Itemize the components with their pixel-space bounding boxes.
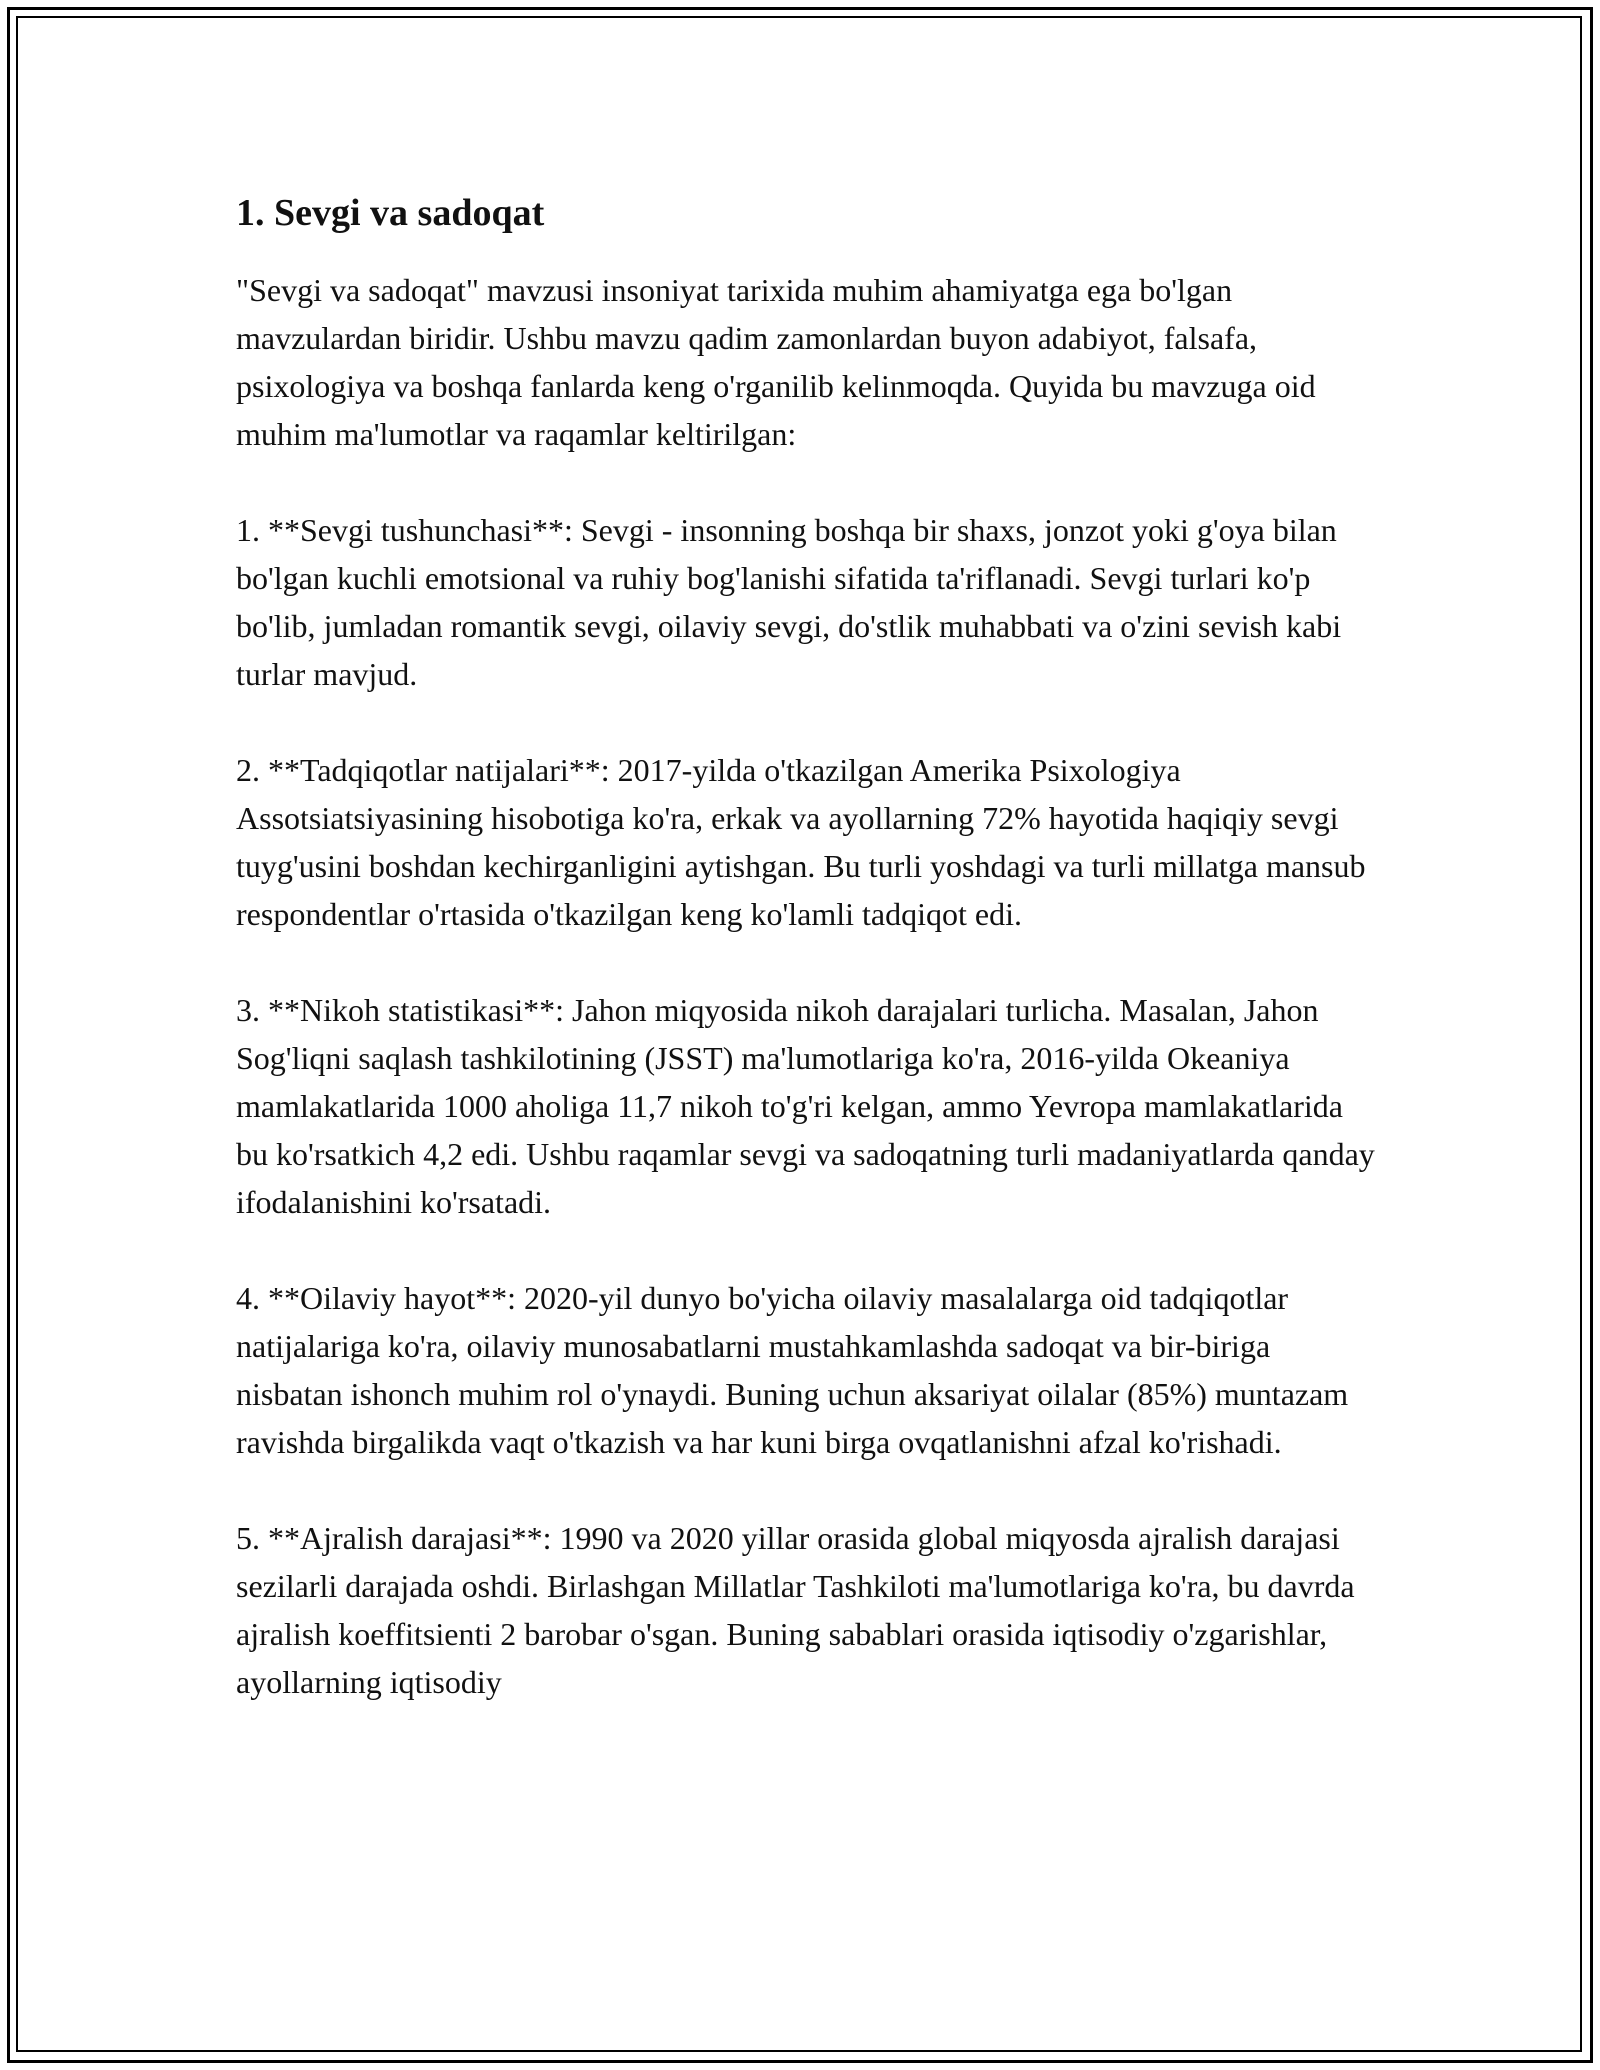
section-heading: 1. Sevgi va sadoqat [236,192,545,234]
paragraph-research-results: 2. **Tadqiqotlar natijalari**: 2017-yilda o'tkazilgan Amerika Psixologiya Assotsiatsiyasining hisobotiga ko'ra, erkak va ayollarning 72% hayotida haqiqiy sevgi tuyg'usini boshdan kechirganligini aytishgan. Bu turli yoshdagi va turli millatga mansub respondentlar o'rtasida o'tkazilgan keng ko'lamli tadqiqot edi. [236,752,1366,932]
paragraph-love-concept: 1. **Sevgi tushunchasi**: Sevgi - insonning boshqa bir shaxs, jonzot yoki g'oya bilan bo'lgan kuchli emotsional va ruhiy bog'lanishi sifatida ta'riflanadi. Sevgi turlari ko'p bo'lib, jumladan romantik sevgi, oilaviy sevgi, do'stlik muhabbati va o'zini sevish kabi turlar mavjud. [236,512,1342,692]
paragraph-marriage-statistics: 3. **Nikoh statistikasi**: Jahon miqyosida nikoh darajalari turlicha. Masalan, Jahon Sog'liqni saqlash tashkilotining (JSST) ma'lumotlariga ko'ra, 2016-yilda Okeaniya mamlakatlarida 1000 aholiga 11,7 nikoh to'g'ri kelgan, ammo Yevropa mamlakatlarida bu ko'rsatkich 4,2 edi. Ushbu raqamlar sevgi va sadoqatning turli madaniyatlarda qanday ifodalanishini ko'rsatadi. [236,992,1375,1220]
intro-paragraph: "Sevgi va sadoqat" mavzusi insoniyat tarixida muhim ahamiyatga ega bo'lgan mavzulardan biridir. Ushbu mavzu qadim zamonlardan buyon adabiyot, falsafa, psixologiya va boshqa fanlarda keng o'rganilib kelinmoqda. Quyida bu mavzuga oid muhim ma'lumotlar va raqamlar keltirilgan: [236,272,1316,452]
document-body [236,186,1376,1754]
paragraph-divorce-rate: 5. **Ajralish darajasi**: 1990 va 2020 yillar orasida global miqyosda ajralish darajasi sezilarli darajada oshdi. Birlashgan Millatlar Tashkiloti ma'lumotlariga ko'ra, bu davrda ajralish koeffitsienti 2 barobar o'sgan. Buning sabablari orasida iqtisodiy o'zgarishlar, ayollarning iqtisodiy [236,1520,1355,1700]
paragraph-family-life: 4. **Oilaviy hayot**: 2020-yil dunyo bo'yicha oilaviy masalalarga oid tadqiqotlar natijalariga ko'ra, oilaviy munosabatlarni mustahkamlashda sadoqat va bir-biriga nisbatan ishonch muhim rol o'ynaydi. Buning uchun aksariyat oilalar (85%) muntazam ravishda birgalikda vaqt o'tkazish va har kuni birga ovqatlanishni afzal ko'rishadi. [236,1280,1349,1460]
